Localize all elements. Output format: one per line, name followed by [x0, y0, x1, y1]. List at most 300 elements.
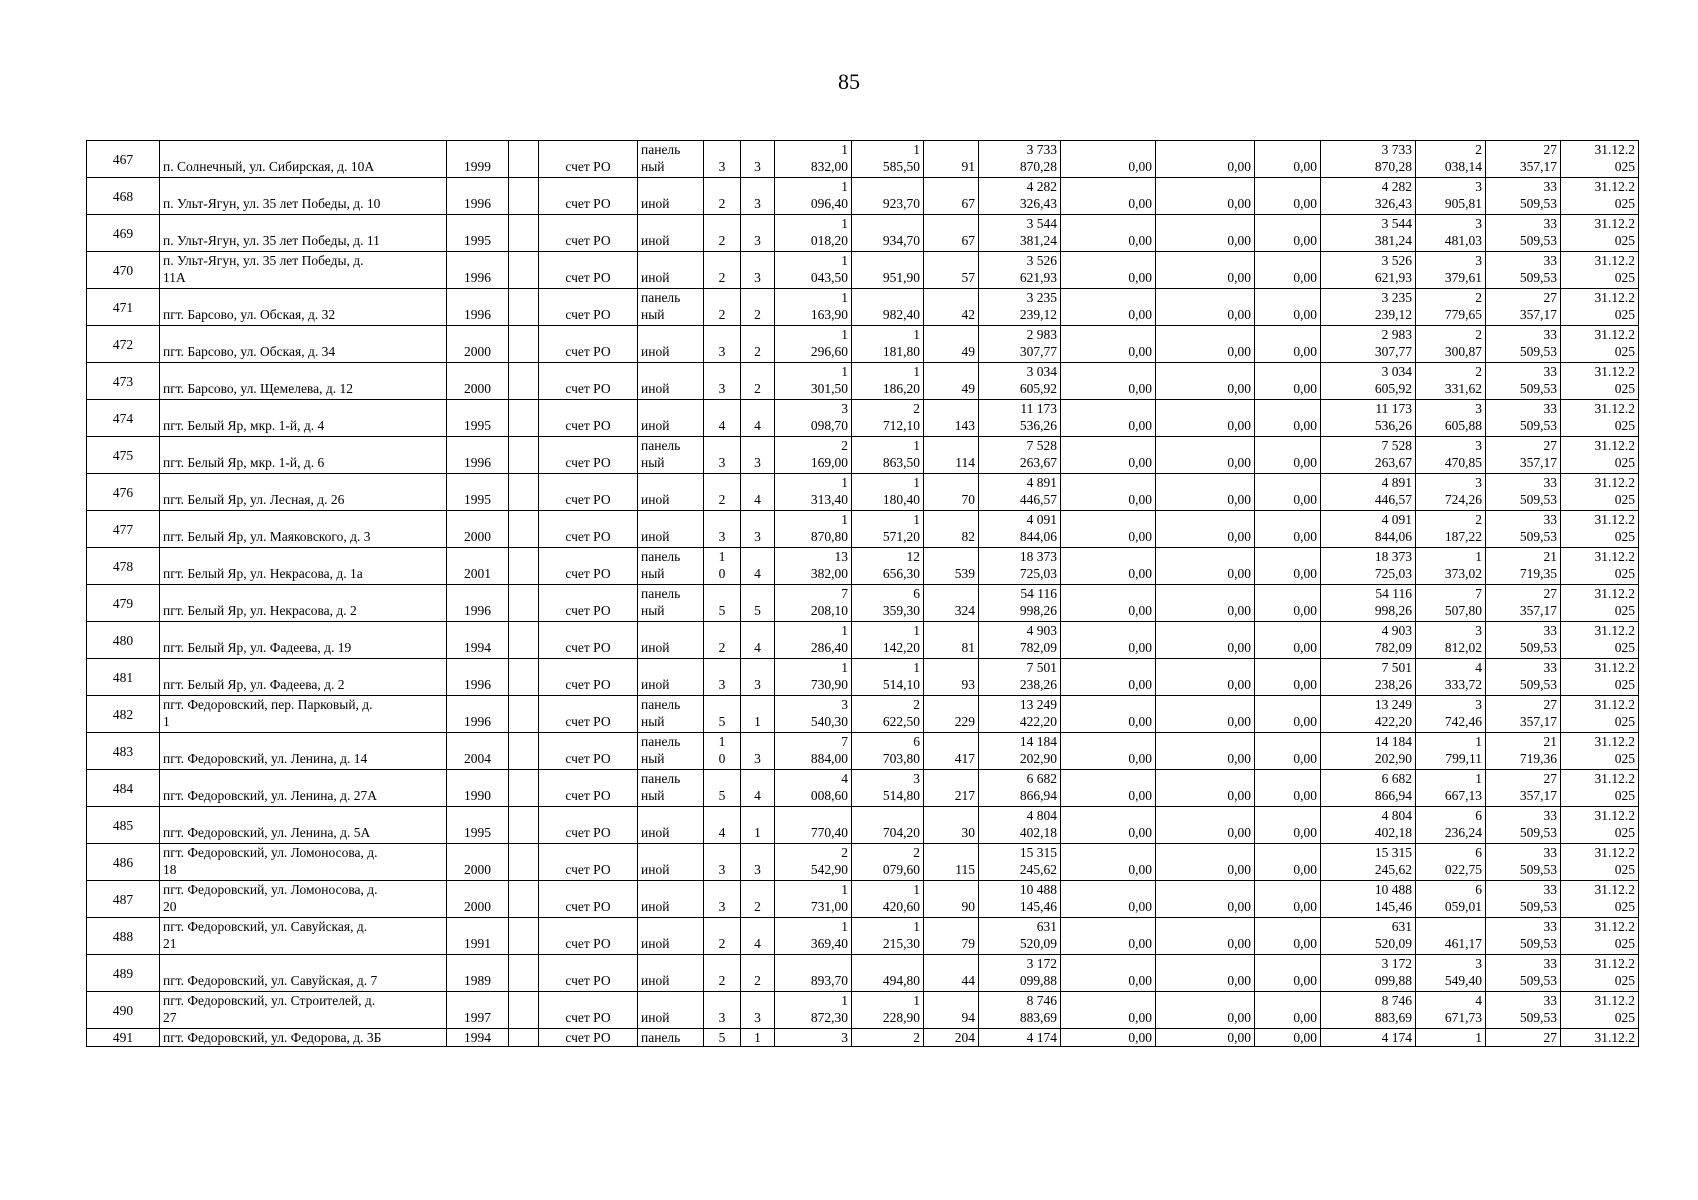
wall-material-cell: панель ный	[638, 770, 704, 807]
limit-cost-cell: 33 509,53	[1486, 215, 1561, 252]
entrances-cell: 4	[741, 770, 775, 807]
wall-material-cell: иной	[638, 400, 704, 437]
zero-cell: 0,00	[1061, 511, 1156, 548]
residents-cell: 417	[924, 733, 979, 770]
floors-cell: 2	[704, 252, 741, 289]
zero-cell: 0,00	[1156, 622, 1255, 659]
unit-cost-cell: 3 812,02	[1416, 622, 1486, 659]
unit-cost-cell: 3 379,61	[1416, 252, 1486, 289]
living-area-cell: 1 228,90	[852, 992, 924, 1029]
cost-cell: 3 733 870,28	[979, 141, 1061, 178]
zero-cell: 0,00	[1255, 585, 1321, 622]
deadline-cell: 31.12.2 025	[1561, 733, 1639, 770]
zero-cell: 0,00	[1156, 918, 1255, 955]
deadline-cell: 31.12.2 025	[1561, 696, 1639, 733]
table-row	[87, 659, 1639, 696]
total-cost-cell: 4 282 326,43	[1321, 178, 1416, 215]
row-number: 479	[87, 585, 160, 622]
wall-material-cell: иной	[638, 252, 704, 289]
living-area-cell: 704,20	[852, 807, 924, 844]
zero-cell: 0,00	[1255, 289, 1321, 326]
fund-method-cell: счет РО	[539, 696, 638, 733]
unit-cost-cell: 2 038,14	[1416, 141, 1486, 178]
empty-cell	[509, 918, 539, 955]
residents-cell: 324	[924, 585, 979, 622]
deadline-cell: 31.12.2 025	[1561, 474, 1639, 511]
year-cell: 2004	[447, 733, 509, 770]
deadline-cell: 31.12.2 025	[1561, 289, 1639, 326]
zero-cell: 0,00	[1255, 696, 1321, 733]
living-area-cell: 951,90	[852, 252, 924, 289]
fund-method-cell: счет РО	[539, 437, 638, 474]
address-cell: пгт. Федоровский, ул. Ленина, д. 27А	[160, 770, 447, 807]
zero-cell: 0,00	[1061, 955, 1156, 992]
residents-cell: 81	[924, 622, 979, 659]
wall-material-cell: иной	[638, 881, 704, 918]
year-cell: 1994	[447, 1029, 509, 1047]
empty-cell	[509, 844, 539, 881]
fund-method-cell: счет РО	[539, 918, 638, 955]
cost-cell: 4 282 326,43	[979, 178, 1061, 215]
table-row	[87, 622, 1639, 659]
entrances-cell: 2	[741, 881, 775, 918]
limit-cost-cell: 27 357,17	[1486, 141, 1561, 178]
living-area-cell: 1 863,50	[852, 437, 924, 474]
living-area-cell: 1 142,20	[852, 622, 924, 659]
total-cost-cell: 4 903 782,09	[1321, 622, 1416, 659]
floors-cell: 5	[704, 696, 741, 733]
unit-cost-cell: 4 671,73	[1416, 992, 1486, 1029]
total-area-cell: 3 540,30	[775, 696, 852, 733]
entrances-cell: 4	[741, 548, 775, 585]
housing-registry-table	[86, 140, 1639, 1047]
row-number: 478	[87, 548, 160, 585]
deadline-cell: 31.12.2 025	[1561, 178, 1639, 215]
zero-cell: 0,00	[1061, 844, 1156, 881]
fund-method-cell: счет РО	[539, 289, 638, 326]
zero-cell: 0,00	[1156, 400, 1255, 437]
cost-cell: 4 804 402,18	[979, 807, 1061, 844]
total-area-cell: 1 832,00	[775, 141, 852, 178]
unit-cost-cell: 7 507,80	[1416, 585, 1486, 622]
fund-method-cell: счет РО	[539, 807, 638, 844]
empty-cell	[509, 770, 539, 807]
living-area-cell: 6 359,30	[852, 585, 924, 622]
deadline-cell: 31.12.2 025	[1561, 622, 1639, 659]
fund-method-cell: счет РО	[539, 400, 638, 437]
entrances-cell: 2	[741, 289, 775, 326]
empty-cell	[509, 992, 539, 1029]
total-cost-cell: 3 172 099,88	[1321, 955, 1416, 992]
zero-cell: 0,00	[1255, 400, 1321, 437]
year-cell: 1995	[447, 474, 509, 511]
entrances-cell: 3	[741, 141, 775, 178]
zero-cell: 0,00	[1255, 918, 1321, 955]
living-area-cell: 1 514,10	[852, 659, 924, 696]
zero-cell: 0,00	[1255, 770, 1321, 807]
total-area-cell: 1 018,20	[775, 215, 852, 252]
year-cell: 1995	[447, 215, 509, 252]
living-area-cell: 982,40	[852, 289, 924, 326]
fund-method-cell: счет РО	[539, 363, 638, 400]
zero-cell: 0,00	[1156, 733, 1255, 770]
total-area-cell: 1 369,40	[775, 918, 852, 955]
total-area-cell: 7 884,00	[775, 733, 852, 770]
row-number: 480	[87, 622, 160, 659]
total-cost-cell: 13 249 422,20	[1321, 696, 1416, 733]
fund-method-cell: счет РО	[539, 992, 638, 1029]
limit-cost-cell: 27 357,17	[1486, 770, 1561, 807]
total-cost-cell: 10 488 145,46	[1321, 881, 1416, 918]
cost-cell: 13 249 422,20	[979, 696, 1061, 733]
living-area-cell: 1 571,20	[852, 511, 924, 548]
address-cell: п. Ульт-Ягун, ул. 35 лет Победы, д. 11А	[160, 252, 447, 289]
total-area-cell: 1 730,90	[775, 659, 852, 696]
wall-material-cell: панель ный	[638, 696, 704, 733]
zero-cell: 0,00	[1061, 659, 1156, 696]
limit-cost-cell: 33 509,53	[1486, 918, 1561, 955]
residents-cell: 94	[924, 992, 979, 1029]
fund-method-cell: счет РО	[539, 178, 638, 215]
cost-cell: 4 891 446,57	[979, 474, 1061, 511]
year-cell: 2000	[447, 326, 509, 363]
living-area-cell: 1 585,50	[852, 141, 924, 178]
year-cell: 1996	[447, 659, 509, 696]
table-row	[87, 585, 1639, 622]
zero-cell: 0,00	[1156, 363, 1255, 400]
wall-material-cell: панель	[638, 1029, 704, 1047]
row-number: 491	[87, 1029, 160, 1047]
row-number: 472	[87, 326, 160, 363]
empty-cell	[509, 733, 539, 770]
unit-cost-cell: 3 549,40	[1416, 955, 1486, 992]
entrances-cell: 2	[741, 955, 775, 992]
living-area-cell: 2	[852, 1029, 924, 1047]
cost-cell: 3 034 605,92	[979, 363, 1061, 400]
residents-cell: 204	[924, 1029, 979, 1047]
total-cost-cell: 3 526 621,93	[1321, 252, 1416, 289]
unit-cost-cell: 6 236,24	[1416, 807, 1486, 844]
floors-cell: 3	[704, 881, 741, 918]
zero-cell: 0,00	[1255, 437, 1321, 474]
address-cell: пгт. Федоровский, ул. Ломоносова, д. 20	[160, 881, 447, 918]
zero-cell: 0,00	[1156, 1029, 1255, 1047]
zero-cell: 0,00	[1061, 770, 1156, 807]
row-number: 486	[87, 844, 160, 881]
total-area-cell: 1 731,00	[775, 881, 852, 918]
wall-material-cell: иной	[638, 844, 704, 881]
residents-cell: 90	[924, 881, 979, 918]
row-number: 484	[87, 770, 160, 807]
limit-cost-cell: 33 509,53	[1486, 844, 1561, 881]
wall-material-cell: иной	[638, 622, 704, 659]
address-cell: пгт. Федоровский, ул. Савуйская, д. 21	[160, 918, 447, 955]
zero-cell: 0,00	[1255, 844, 1321, 881]
zero-cell: 0,00	[1255, 881, 1321, 918]
zero-cell: 0,00	[1061, 437, 1156, 474]
unit-cost-cell: 3 481,03	[1416, 215, 1486, 252]
cost-cell: 3 544 381,24	[979, 215, 1061, 252]
zero-cell: 0,00	[1255, 622, 1321, 659]
deadline-cell: 31.12.2 025	[1561, 437, 1639, 474]
address-cell: пгт. Федоровский, ул. Строителей, д. 27	[160, 992, 447, 1029]
empty-cell	[509, 141, 539, 178]
entrances-cell: 3	[741, 992, 775, 1029]
total-cost-cell: 8 746 883,69	[1321, 992, 1416, 1029]
limit-cost-cell: 21 719,36	[1486, 733, 1561, 770]
residents-cell: 82	[924, 511, 979, 548]
table-row	[87, 215, 1639, 252]
zero-cell: 0,00	[1156, 881, 1255, 918]
limit-cost-cell: 27 357,17	[1486, 696, 1561, 733]
fund-method-cell: счет РО	[539, 844, 638, 881]
living-area-cell: 1 215,30	[852, 918, 924, 955]
zero-cell: 0,00	[1156, 215, 1255, 252]
entrances-cell: 1	[741, 696, 775, 733]
fund-method-cell: счет РО	[539, 474, 638, 511]
row-number: 487	[87, 881, 160, 918]
zero-cell: 0,00	[1061, 548, 1156, 585]
limit-cost-cell: 33 509,53	[1486, 992, 1561, 1029]
limit-cost-cell: 33 509,53	[1486, 474, 1561, 511]
zero-cell: 0,00	[1255, 992, 1321, 1029]
empty-cell	[509, 400, 539, 437]
unit-cost-cell: 1 373,02	[1416, 548, 1486, 585]
living-area-cell: 1 420,60	[852, 881, 924, 918]
table-row	[87, 252, 1639, 289]
address-cell: пгт. Федоровский, ул. Ленина, д. 14	[160, 733, 447, 770]
empty-cell	[509, 511, 539, 548]
residents-cell: 143	[924, 400, 979, 437]
entrances-cell: 1	[741, 1029, 775, 1047]
wall-material-cell: иной	[638, 363, 704, 400]
floors-cell: 1 0	[704, 548, 741, 585]
residents-cell: 44	[924, 955, 979, 992]
year-cell: 2000	[447, 511, 509, 548]
empty-cell	[509, 955, 539, 992]
floors-cell: 5	[704, 770, 741, 807]
zero-cell: 0,00	[1255, 807, 1321, 844]
zero-cell: 0,00	[1156, 548, 1255, 585]
total-cost-cell: 3 733 870,28	[1321, 141, 1416, 178]
address-cell: пгт. Федоровский, ул. Федорова, д. 3Б	[160, 1029, 447, 1047]
unit-cost-cell: 2 779,65	[1416, 289, 1486, 326]
floors-cell: 4	[704, 807, 741, 844]
floors-cell: 3	[704, 511, 741, 548]
address-cell: пгт. Белый Яр, мкр. 1-й, д. 6	[160, 437, 447, 474]
cost-cell: 4 174	[979, 1029, 1061, 1047]
address-cell: пгт. Барсово, ул. Щемелева, д. 12	[160, 363, 447, 400]
total-cost-cell: 3 235 239,12	[1321, 289, 1416, 326]
floors-cell: 2	[704, 622, 741, 659]
fund-method-cell: счет РО	[539, 881, 638, 918]
total-cost-cell: 7 501 238,26	[1321, 659, 1416, 696]
zero-cell: 0,00	[1255, 252, 1321, 289]
empty-cell	[509, 252, 539, 289]
fund-method-cell: счет РО	[539, 215, 638, 252]
total-cost-cell: 4 174	[1321, 1029, 1416, 1047]
zero-cell: 0,00	[1156, 696, 1255, 733]
limit-cost-cell: 33 509,53	[1486, 326, 1561, 363]
cost-cell: 7 501 238,26	[979, 659, 1061, 696]
total-cost-cell: 4 091 844,06	[1321, 511, 1416, 548]
wall-material-cell: иной	[638, 474, 704, 511]
living-area-cell: 2 712,10	[852, 400, 924, 437]
limit-cost-cell: 33 509,53	[1486, 511, 1561, 548]
year-cell: 2000	[447, 844, 509, 881]
address-cell: пгт. Белый Яр, ул. Маяковского, д. 3	[160, 511, 447, 548]
total-area-cell: 1 870,80	[775, 511, 852, 548]
residents-cell: 42	[924, 289, 979, 326]
living-area-cell: 1 186,20	[852, 363, 924, 400]
row-number: 488	[87, 918, 160, 955]
living-area-cell: 1 181,80	[852, 326, 924, 363]
deadline-cell: 31.12.2 025	[1561, 252, 1639, 289]
fund-method-cell: счет РО	[539, 955, 638, 992]
empty-cell	[509, 178, 539, 215]
address-cell: пгт. Барсово, ул. Обская, д. 32	[160, 289, 447, 326]
zero-cell: 0,00	[1061, 215, 1156, 252]
deadline-cell: 31.12.2 025	[1561, 585, 1639, 622]
zero-cell: 0,00	[1061, 918, 1156, 955]
unit-cost-cell: 6 059,01	[1416, 881, 1486, 918]
row-number: 490	[87, 992, 160, 1029]
total-cost-cell: 6 682 866,94	[1321, 770, 1416, 807]
total-area-cell: 1 296,60	[775, 326, 852, 363]
table-row	[87, 548, 1639, 585]
year-cell: 1995	[447, 400, 509, 437]
zero-cell: 0,00	[1156, 326, 1255, 363]
entrances-cell: 3	[741, 437, 775, 474]
empty-cell	[509, 696, 539, 733]
address-cell: пгт. Федоровский, ул. Савуйская, д. 7	[160, 955, 447, 992]
total-area-cell: 4 008,60	[775, 770, 852, 807]
limit-cost-cell: 33 509,53	[1486, 807, 1561, 844]
residents-cell: 49	[924, 326, 979, 363]
floors-cell: 5	[704, 585, 741, 622]
empty-cell	[509, 326, 539, 363]
deadline-cell: 31.12.2 025	[1561, 548, 1639, 585]
zero-cell: 0,00	[1061, 141, 1156, 178]
zero-cell: 0,00	[1061, 992, 1156, 1029]
living-area-cell: 12 656,30	[852, 548, 924, 585]
empty-cell	[509, 215, 539, 252]
entrances-cell: 3	[741, 178, 775, 215]
fund-method-cell: счет РО	[539, 1029, 638, 1047]
empty-cell	[509, 289, 539, 326]
total-area-cell: 7 208,10	[775, 585, 852, 622]
residents-cell: 539	[924, 548, 979, 585]
total-cost-cell: 631 520,09	[1321, 918, 1416, 955]
row-number: 485	[87, 807, 160, 844]
unit-cost-cell: 2 331,62	[1416, 363, 1486, 400]
total-cost-cell: 54 116 998,26	[1321, 585, 1416, 622]
year-cell: 2000	[447, 881, 509, 918]
limit-cost-cell: 33 509,53	[1486, 363, 1561, 400]
cost-cell: 4 903 782,09	[979, 622, 1061, 659]
row-number: 468	[87, 178, 160, 215]
address-cell: пгт. Федоровский, ул. Ленина, д. 5А	[160, 807, 447, 844]
unit-cost-cell: 1	[1416, 1029, 1486, 1047]
wall-material-cell: панель ный	[638, 585, 704, 622]
zero-cell: 0,00	[1061, 696, 1156, 733]
entrances-cell: 3	[741, 733, 775, 770]
row-number: 489	[87, 955, 160, 992]
zero-cell: 0,00	[1156, 474, 1255, 511]
total-area-cell: 1 043,50	[775, 252, 852, 289]
empty-cell	[509, 881, 539, 918]
empty-cell	[509, 659, 539, 696]
living-area-cell: 923,70	[852, 178, 924, 215]
deadline-cell: 31.12.2 025	[1561, 511, 1639, 548]
zero-cell: 0,00	[1061, 400, 1156, 437]
address-cell: пгт. Федоровский, ул. Ломоносова, д. 18	[160, 844, 447, 881]
fund-method-cell: счет РО	[539, 326, 638, 363]
entrances-cell: 1	[741, 807, 775, 844]
entrances-cell: 4	[741, 622, 775, 659]
wall-material-cell: панель ный	[638, 437, 704, 474]
limit-cost-cell: 33 509,53	[1486, 252, 1561, 289]
residents-cell: 114	[924, 437, 979, 474]
table-row	[87, 141, 1639, 178]
zero-cell: 0,00	[1061, 289, 1156, 326]
empty-cell	[509, 363, 539, 400]
floors-cell: 2	[704, 474, 741, 511]
floors-cell: 3	[704, 844, 741, 881]
year-cell: 1999	[447, 141, 509, 178]
floors-cell: 2	[704, 215, 741, 252]
residents-cell: 217	[924, 770, 979, 807]
zero-cell: 0,00	[1156, 844, 1255, 881]
residents-cell: 67	[924, 215, 979, 252]
deadline-cell: 31.12.2 025	[1561, 918, 1639, 955]
wall-material-cell: иной	[638, 215, 704, 252]
limit-cost-cell: 27 357,17	[1486, 437, 1561, 474]
unit-cost-cell: 461,17	[1416, 918, 1486, 955]
table-row	[87, 918, 1639, 955]
residents-cell: 93	[924, 659, 979, 696]
row-number: 482	[87, 696, 160, 733]
entrances-cell: 4	[741, 474, 775, 511]
total-area-cell: 1 286,40	[775, 622, 852, 659]
empty-cell	[509, 548, 539, 585]
unit-cost-cell: 4 333,72	[1416, 659, 1486, 696]
table-body	[87, 141, 1639, 1047]
zero-cell: 0,00	[1156, 437, 1255, 474]
total-area-cell: 3	[775, 1029, 852, 1047]
zero-cell: 0,00	[1255, 326, 1321, 363]
page-number: 85	[838, 69, 860, 94]
limit-cost-cell: 27 357,17	[1486, 289, 1561, 326]
living-area-cell: 2 079,60	[852, 844, 924, 881]
floors-cell: 3	[704, 437, 741, 474]
cost-cell: 14 184 202,90	[979, 733, 1061, 770]
floors-cell: 3	[704, 659, 741, 696]
floors-cell: 2	[704, 918, 741, 955]
zero-cell: 0,00	[1255, 178, 1321, 215]
row-number: 474	[87, 400, 160, 437]
limit-cost-cell: 33 509,53	[1486, 955, 1561, 992]
unit-cost-cell: 2 187,22	[1416, 511, 1486, 548]
zero-cell: 0,00	[1156, 659, 1255, 696]
empty-cell	[509, 622, 539, 659]
total-cost-cell: 3 034 605,92	[1321, 363, 1416, 400]
deadline-cell: 31.12.2 025	[1561, 215, 1639, 252]
table-row	[87, 437, 1639, 474]
table-row	[87, 881, 1639, 918]
residents-cell: 229	[924, 696, 979, 733]
cost-cell: 3 172 099,88	[979, 955, 1061, 992]
